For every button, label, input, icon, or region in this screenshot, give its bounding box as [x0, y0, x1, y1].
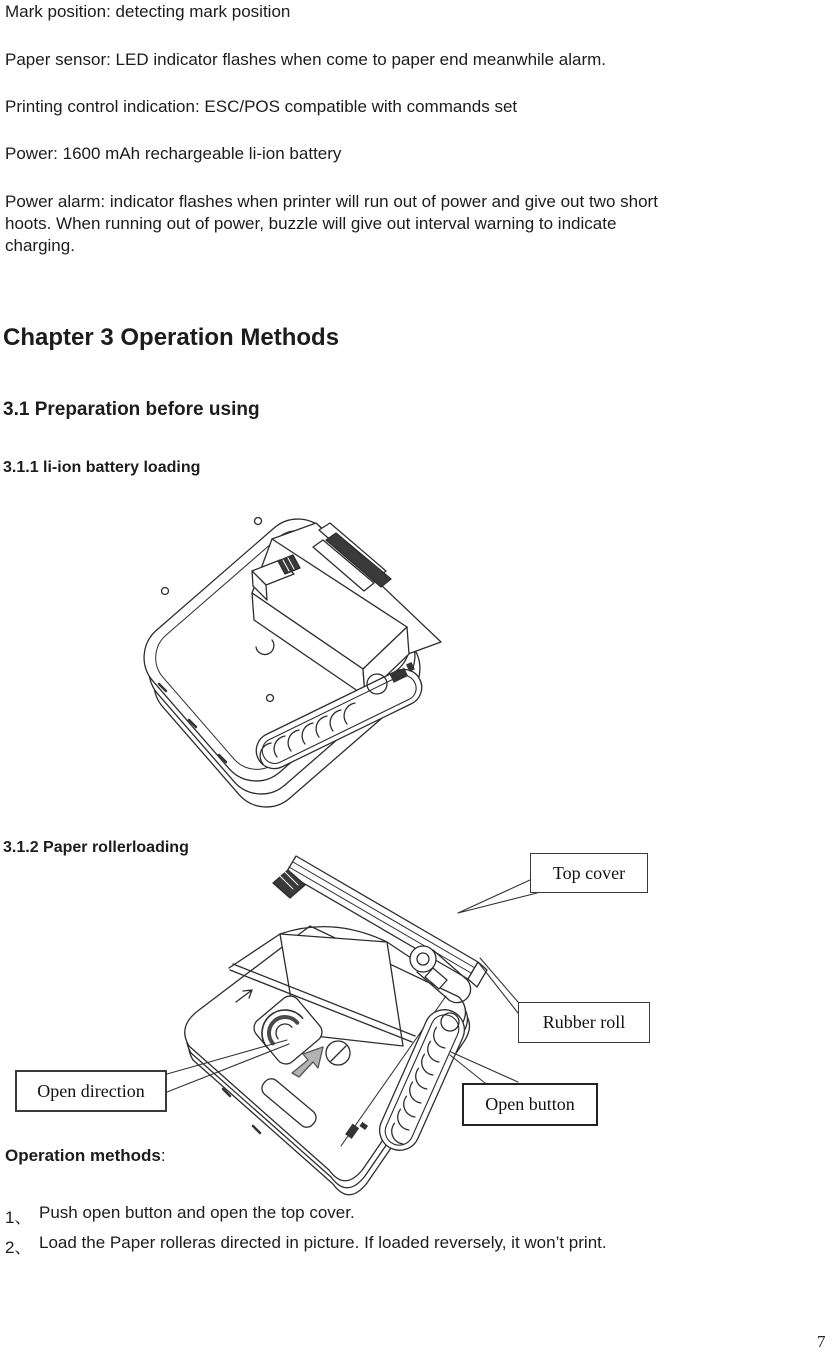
- spec-power: Power: 1600 mAh rechargeable li-ion battery: [5, 144, 342, 163]
- spec-power-alarm: [5, 191, 658, 257]
- subsection-battery-heading: 3.1.1 li-ion battery loading: [3, 459, 201, 476]
- callout-rubber-roll: Rubber roll: [518, 1002, 650, 1043]
- callout-top-cover: Top cover: [530, 853, 648, 893]
- spec-paper-sensor: Paper sensor: LED indicator flashes when come to paper end meanwhile alarm.: [5, 50, 606, 69]
- spec-printing-control: Printing control indication: ESC/POS compatible with commands set: [5, 97, 518, 116]
- step-2-text: Load the Paper rolleras directed in picture. If loaded reversely, it won’t print.: [39, 1233, 607, 1252]
- callout-open-button: Open button: [462, 1083, 598, 1126]
- step-2-number: 2、: [5, 1238, 32, 1257]
- operation-methods-label: Operation methods: [5, 1146, 161, 1165]
- step-1-text: Push open button and open the top cover.: [39, 1203, 355, 1222]
- step-1-number: 1、: [5, 1208, 32, 1227]
- operation-methods-colon: :: [160, 1146, 166, 1165]
- screw-icon: [326, 1041, 350, 1065]
- spec-mark-position: Mark position: detecting mark position: [5, 2, 291, 21]
- chapter-heading: Chapter 3 Operation Methods: [3, 324, 340, 351]
- spec-power-alarm-line2: hoots. When running out of power, buzzle will give out interval warning to indicate: [5, 214, 617, 233]
- spec-power-alarm-line1: Power alarm: indicator flashes when printer will run out of power and give out two short: [5, 192, 658, 211]
- page-number: 7: [817, 1332, 826, 1351]
- step-1: [5, 1203, 355, 1228]
- step-2: [5, 1233, 607, 1258]
- spec-power-alarm-line3: charging.: [5, 236, 75, 255]
- subsection-paper-heading: 3.1.2 Paper rollerloading: [3, 839, 189, 856]
- callout-open-direction: Open direction: [15, 1070, 167, 1112]
- battery-loading-figure: [123, 494, 453, 826]
- operation-methods-heading: [5, 1146, 166, 1166]
- section-heading: 3.1 Preparation before using: [3, 399, 260, 420]
